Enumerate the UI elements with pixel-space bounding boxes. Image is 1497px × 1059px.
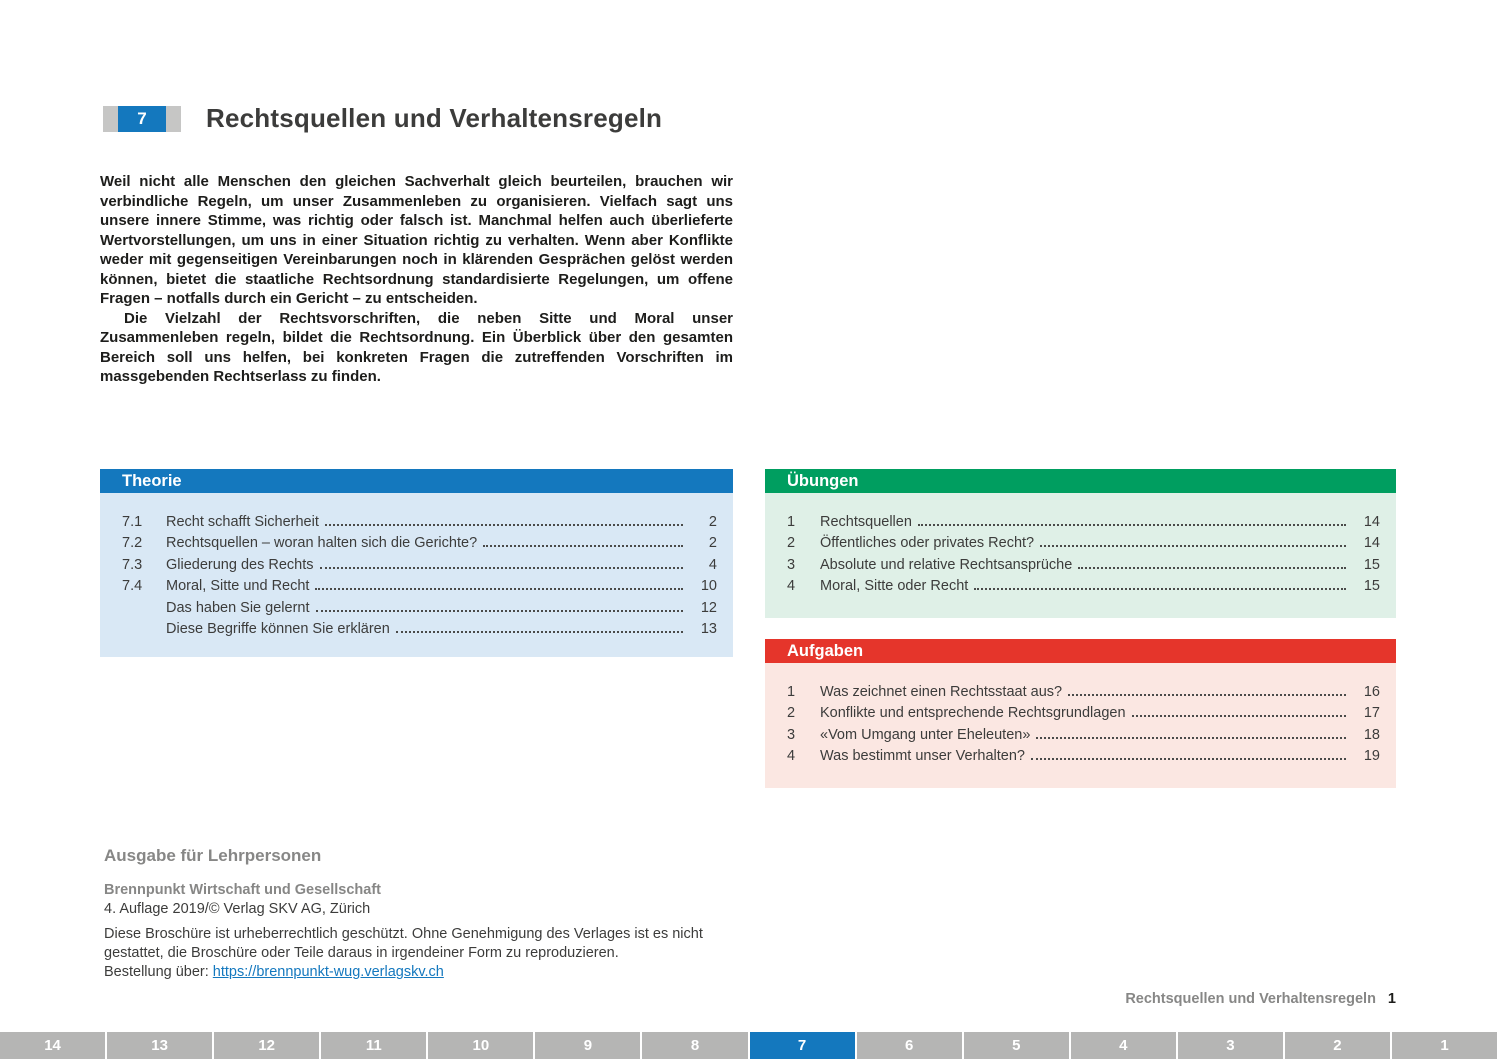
toc-item-label: «Vom Umgang unter Eheleuten» (820, 726, 1031, 743)
toc-dot-leader (320, 567, 684, 569)
uebungen-toc-list (765, 493, 1396, 618)
toc-item-page: 15 (1363, 578, 1380, 594)
copyright-notice: Diese Broschüre ist urheberrechtlich geschützt. Ohne Genehmigung des Verlages ist es nicht gestattet, die Broschüre oder Teile daraus in irgendeiner Form zu reproduzieren. (104, 926, 703, 961)
toc-dot-leader (1036, 737, 1346, 739)
toc-item-number: 4 (787, 748, 796, 764)
toc-dot-leader (1031, 758, 1346, 760)
toc-item-number: 3 (787, 726, 796, 743)
toc-item-page: 2 (708, 535, 717, 551)
toc-row[interactable] (787, 678, 1380, 700)
toc-item-page: 4 (708, 556, 717, 573)
toc-row[interactable] (122, 508, 717, 530)
chapter-number-badge (103, 106, 181, 132)
toc-dot-leader (1068, 694, 1346, 696)
toc-item-page: 19 (1363, 748, 1380, 764)
chapter-header (103, 103, 662, 134)
toc-item-number: 7.3 (122, 556, 143, 573)
toc-item-label: Was bestimmt unser Verhalten? (820, 748, 1025, 764)
chapter-tab[interactable]: 8 (642, 1032, 747, 1059)
toc-item-label: Moral, Sitte und Recht (166, 578, 310, 594)
toc-dot-leader (1078, 567, 1346, 569)
imprint-line: 4. Auflage 2019/© Verlag SKV AG, Zürich (104, 901, 371, 917)
chapter-tab[interactable]: 12 (214, 1032, 319, 1059)
aufgaben-header: Aufgaben (765, 639, 1396, 663)
toc-item-number: 7.2 (122, 535, 143, 551)
toc-item-page: 2 (708, 513, 717, 530)
toc-row[interactable] (122, 551, 717, 573)
chapter-tab[interactable]: 11 (321, 1032, 426, 1059)
intro-paragraph-2: Die Vielzahl der Rechtsvorschriften, die neben Sitte und Moral unser Zusammenleben regeln, bildet die Rechtsordnung. Ein Überblick über den gesamten Bereich soll uns helfen, bei konkreten Fragen die zutreffenden Vorschriften im massgebenden Rechtserlass zu finden. (100, 309, 733, 385)
order-line (104, 963, 716, 982)
toc-item-number: 7.1 (122, 513, 143, 530)
toc-item-number: 3 (787, 556, 796, 573)
order-link[interactable]: https://brennpunkt-wug.verlagskv.ch (212, 964, 444, 980)
chapter-tab[interactable]: 2 (1285, 1032, 1390, 1059)
toc-row[interactable] (122, 616, 717, 638)
toc-item-number: 2 (787, 535, 796, 551)
toc-dot-leader (918, 524, 1346, 526)
toc-item-label: Absolute und relative Rechtsansprüche (820, 556, 1073, 573)
chapter-number: 7 (118, 106, 166, 132)
toc-item-label: Rechtsquellen – woran halten sich die Gerichte? (166, 535, 478, 551)
chapter-tab[interactable]: 9 (535, 1032, 640, 1059)
toc-item-page: 14 (1363, 513, 1380, 530)
toc-item-page: 13 (700, 621, 717, 637)
toc-item-page: 14 (1363, 535, 1380, 551)
toc-item-label: Öffentliches oder privates Recht? (820, 535, 1035, 551)
chapter-tab[interactable]: 6 (857, 1032, 962, 1059)
toc-row[interactable] (122, 530, 717, 552)
toc-item-label: Gliederung des Rechts (166, 556, 314, 573)
chapter-tab[interactable]: 4 (1071, 1032, 1176, 1059)
theorie-header: Theorie (100, 469, 733, 493)
toc-item-label: Was zeichnet einen Rechtsstaat aus? (820, 683, 1063, 700)
chapter-tab[interactable]: 13 (107, 1032, 212, 1059)
toc-row[interactable] (787, 743, 1380, 765)
aufgaben-section (765, 639, 1396, 788)
toc-dot-leader (315, 588, 683, 590)
edition-label: Ausgabe für Lehrpersonen (104, 846, 322, 865)
toc-item-page: 12 (700, 599, 717, 616)
toc-dot-leader (316, 610, 684, 612)
page-number: 1 (1387, 991, 1396, 1007)
aufgaben-toc-list (765, 663, 1396, 788)
toc-row[interactable] (787, 573, 1380, 595)
toc-row[interactable] (787, 551, 1380, 573)
toc-item-page: 10 (700, 578, 717, 594)
toc-item-label: Das haben Sie gelernt (166, 599, 310, 616)
toc-item-page: 18 (1363, 726, 1380, 743)
chapter-tab[interactable]: 5 (964, 1032, 1069, 1059)
toc-item-number: 1 (787, 683, 796, 700)
badge-side-decoration (166, 106, 181, 132)
toc-item-number: 1 (787, 513, 796, 530)
toc-item-number: 7.4 (122, 578, 143, 594)
uebungen-header: Übungen (765, 469, 1396, 493)
toc-row[interactable] (787, 508, 1380, 530)
badge-side-decoration (103, 106, 118, 132)
toc-row[interactable] (787, 530, 1380, 552)
toc-item-label: Moral, Sitte oder Recht (820, 578, 969, 594)
toc-item-page: 16 (1363, 683, 1380, 700)
toc-item-label: Konflikte und entsprechende Rechtsgrundlagen (820, 705, 1126, 721)
toc-item-label: Rechtsquellen (820, 513, 912, 530)
chapter-tab[interactable]: 7 (750, 1032, 855, 1059)
chapter-tab[interactable]: 10 (428, 1032, 533, 1059)
toc-row[interactable] (122, 594, 717, 616)
toc-item-number: 4 (787, 578, 796, 594)
chapter-tab[interactable]: 14 (0, 1032, 105, 1059)
toc-dot-leader (974, 588, 1346, 590)
page-title: Rechtsquellen und Verhaltensregeln (206, 103, 663, 133)
order-label: Bestellung über: (104, 964, 209, 980)
toc-dot-leader (483, 545, 683, 547)
toc-item-number: 2 (787, 705, 796, 721)
running-footer (1125, 991, 1396, 1007)
toc-dot-leader (396, 631, 683, 633)
chapter-tab-bar (0, 1032, 1497, 1059)
toc-item-label: Diese Begriffe können Sie erklären (166, 621, 390, 637)
toc-dot-leader (1040, 545, 1346, 547)
theorie-section (100, 469, 733, 657)
series-title: Brennpunkt Wirtschaft und Gesellschaft (104, 882, 382, 898)
chapter-tab[interactable]: 3 (1178, 1032, 1283, 1059)
theorie-toc-list (100, 493, 733, 657)
toc-item-page: 17 (1363, 705, 1380, 721)
chapter-tab[interactable]: 1 (1392, 1032, 1497, 1059)
toc-row[interactable] (787, 721, 1380, 743)
colophon (104, 846, 716, 982)
running-title: Rechtsquellen und Verhaltensregeln (1125, 991, 1376, 1007)
intro-text (100, 172, 733, 387)
toc-dot-leader (325, 524, 683, 526)
toc-row[interactable] (122, 573, 717, 595)
intro-paragraph-1: Weil nicht alle Menschen den gleichen Sachverhalt gleich beurteilen, brauchen wir verbindliche Regeln, um unser Zusammenleben zu organisieren. Vielfach sagt uns unsere innere Stimme, was richtig oder falsch ist. Manchmal helfen auch überlieferte Wertvorstellungen, um uns in einer Situation richtig zu verhalten. Wenn aber Konflikte weder mit gegenseitigen Vereinbarungen noch in klärenden Gesprächen gelöst werden können, bietet die staatliche Rechtsordnung standardisierte Regelungen, um offene Fragen – notfalls durch ein Gericht – zu entscheiden. (100, 173, 733, 307)
toc-dot-leader (1132, 715, 1346, 717)
uebungen-section (765, 469, 1396, 618)
toc-item-label: Recht schafft Sicherheit (166, 513, 319, 530)
toc-row[interactable] (787, 700, 1380, 722)
toc-item-page: 15 (1363, 556, 1380, 573)
